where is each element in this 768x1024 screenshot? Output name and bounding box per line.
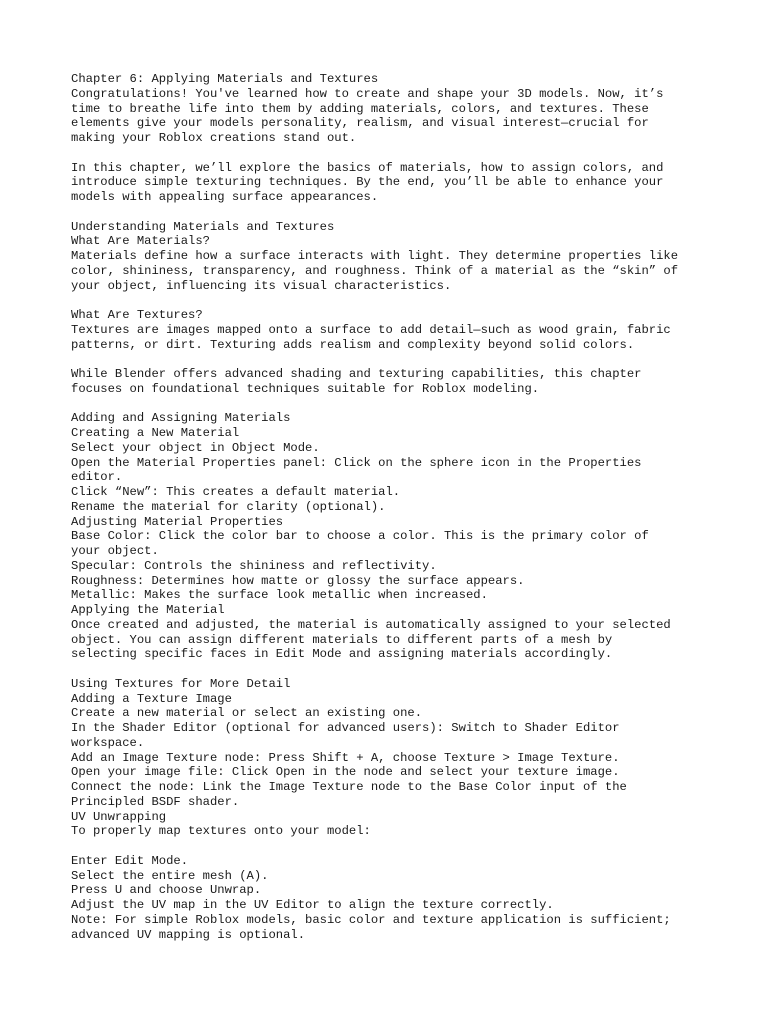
text-line: Specular: Controls the shininess and reflectivity. xyxy=(71,558,437,573)
text-line: What Are Textures? xyxy=(71,308,203,322)
document-page xyxy=(71,72,711,942)
text-line: Textures are images mapped onto a surface to add detail—such as wood grain, fabric xyxy=(71,322,671,337)
text-line: In the Shader Editor (optional for advanced users): Switch to Shader Editor xyxy=(71,721,620,735)
text-line: your object, influencing its visual characteristics. xyxy=(71,278,452,293)
text-line: Select the entire mesh (A). xyxy=(71,868,269,883)
blank-line xyxy=(71,352,711,367)
text-line: Adding and Assigning Materials xyxy=(71,411,291,426)
text-line: Note: For simple Roblox models, basic color and texture application is sufficient; xyxy=(71,912,671,927)
text-line: introduce simple texturing techniques. By the end, you’ll be able to enhance your xyxy=(71,175,664,190)
text-line: Metallic: Makes the surface look metallic when increased. xyxy=(71,588,488,603)
blank-line xyxy=(71,662,711,677)
text-line: Materials define how a surface interacts with light. They determine properties like xyxy=(71,249,679,263)
text-line: selecting specific faces in Edit Mode and assigning materials accordingly. xyxy=(71,647,613,662)
blank-line xyxy=(71,205,711,220)
blank-line xyxy=(71,839,711,854)
text-line: What Are Materials? xyxy=(71,234,210,249)
text-line: Using Textures for More Detail xyxy=(71,676,291,691)
text-line: Adding a Texture Image xyxy=(71,691,232,706)
text-line: Enter Edit Mode. xyxy=(71,853,189,868)
text-line: advanced UV mapping is optional. xyxy=(71,927,306,942)
text-line: Once created and adjusted, the material is automatically assigned to your selected xyxy=(71,617,671,632)
text-line: Adjusting Material Properties xyxy=(71,514,284,529)
text-line: Rename the material for clarity (optional). xyxy=(71,499,386,514)
blank-line xyxy=(71,146,711,161)
text-line: Creating a New Material xyxy=(71,426,240,440)
text-line: Open the Material Properties panel: Click on the sphere icon in the Properties xyxy=(71,455,642,470)
text-line: UV Unwrapping xyxy=(71,809,167,824)
text-line: making your Roblox creations stand out. xyxy=(71,131,357,145)
text-line: Congratulations! You've learned how to create and shape your 3D models. Now, it’s xyxy=(71,86,664,101)
text-line: Press U and choose Unwrap. xyxy=(71,883,262,898)
text-line: object. You can assign different materials to different parts of a mesh by xyxy=(71,632,613,647)
text-line: patterns, or dirt. Texturing adds realism and complexity beyond solid colors. xyxy=(71,337,635,352)
text-line: editor. xyxy=(71,470,123,485)
text-line: Principled BSDF shader. xyxy=(71,794,240,809)
text-line: Create a new material or select an existing one. xyxy=(71,706,423,721)
text-line: Understanding Materials and Textures xyxy=(71,219,335,234)
text-line: models with appealing surface appearances. xyxy=(71,190,379,204)
text-line: your object. xyxy=(71,544,159,558)
text-line: Chapter 6: Applying Materials and Textures xyxy=(71,72,379,86)
blank-line xyxy=(71,397,711,412)
text-line: Open your image file: Click Open in the node and select your texture image. xyxy=(71,765,620,780)
text-line: Add an Image Texture node: Press Shift + A, choose Texture > Image Texture. xyxy=(71,750,620,765)
text-line: In this chapter, we’ll explore the basics of materials, how to assign colors, and xyxy=(71,160,664,175)
text-line: Base Color: Click the color bar to choose a color. This is the primary color of xyxy=(71,529,649,544)
text-line: Click “New”: This creates a default material. xyxy=(71,485,401,499)
text-line: While Blender offers advanced shading and texturing capabilities, this chapter xyxy=(71,367,642,381)
text-line: color, shininess, transparency, and roughness. Think of a material as the “skin” of xyxy=(71,263,679,278)
text-line: workspace. xyxy=(71,735,145,750)
text-line: Adjust the UV map in the UV Editor to align the texture correctly. xyxy=(71,898,554,912)
text-line: Roughness: Determines how matte or glossy the surface appears. xyxy=(71,573,525,588)
blank-line xyxy=(71,293,711,308)
text-line: Select your object in Object Mode. xyxy=(71,440,320,455)
text-line: time to breathe life into them by adding materials, colors, and textures. These xyxy=(71,101,649,116)
text-line: focuses on foundational techniques suitable for Roblox modeling. xyxy=(71,381,540,396)
text-line: To properly map textures onto your model: xyxy=(71,824,371,839)
text-line: elements give your models personality, realism, and visual interest—crucial for xyxy=(71,116,649,131)
text-line: Connect the node: Link the Image Texture node to the Base Color input of the xyxy=(71,780,627,794)
text-line: Applying the Material xyxy=(71,603,225,617)
